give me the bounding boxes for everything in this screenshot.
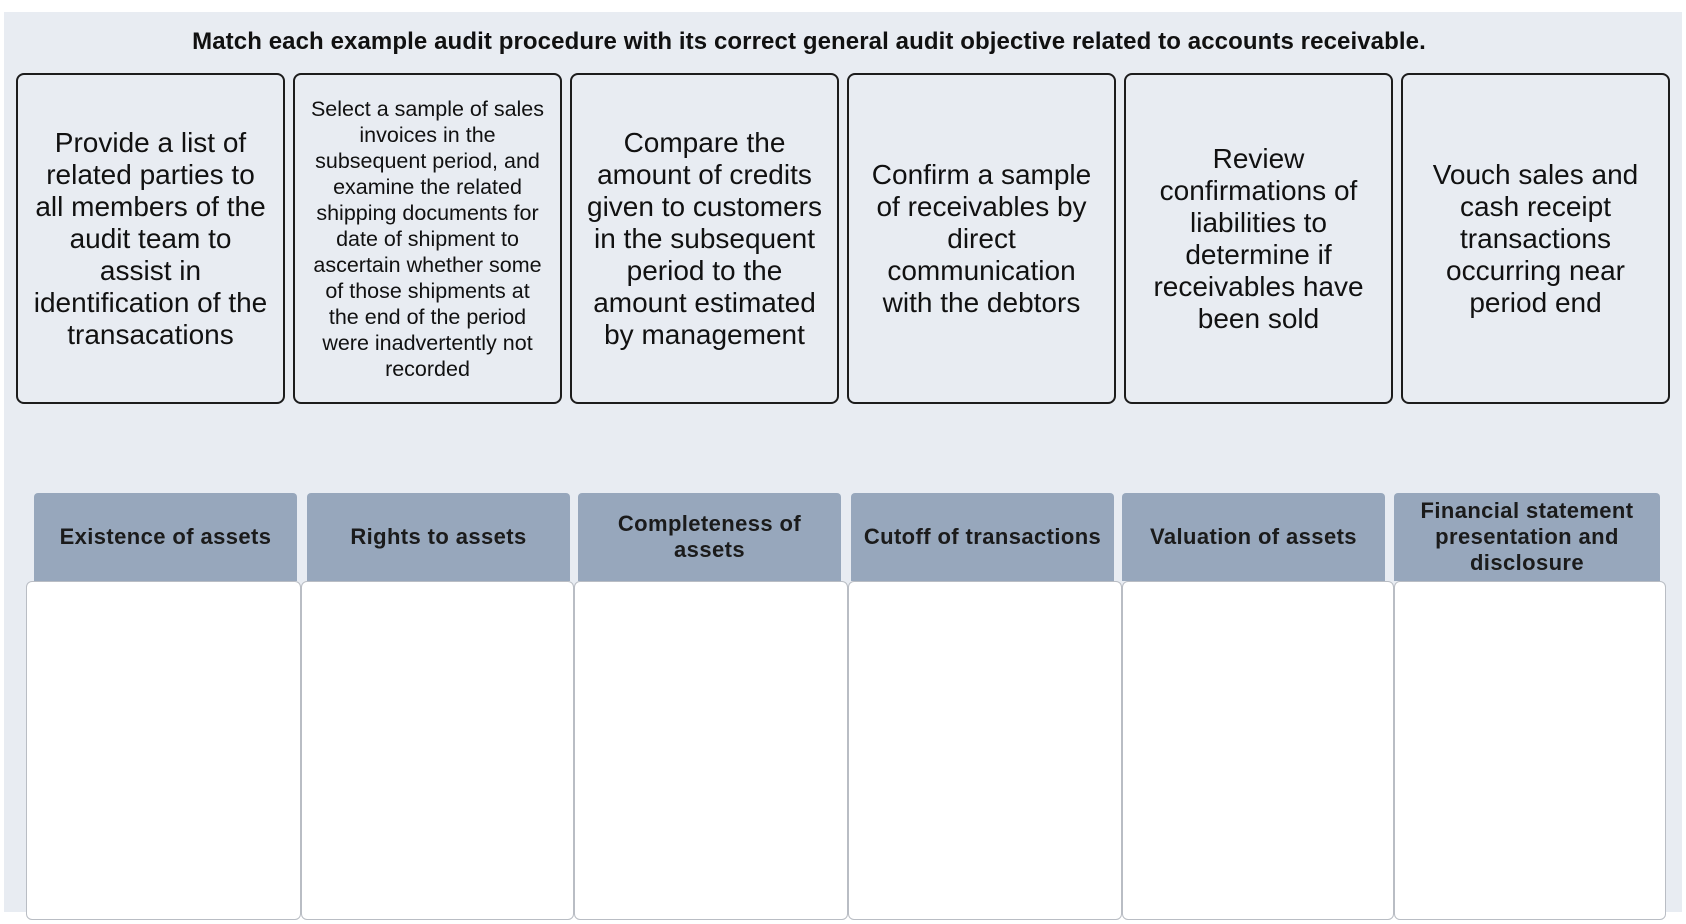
procedure-card-label: Provide a list of related parties to all members of the audit team to assist in identification of the transacations [33, 126, 268, 350]
procedure-card-label: Confirm a sample of receivables by direct communication with the debtors [871, 158, 1092, 318]
drop-zone-valuation[interactable] [1122, 581, 1394, 920]
procedure-card-label: Compare the amount of credits given to customers in the subsequent period to the amount estimated by management [587, 126, 822, 350]
drop-zone-presentation[interactable] [1394, 581, 1666, 920]
procedure-card-label: Review confirmations of liabilities to determine if receivables have been sold [1153, 142, 1364, 334]
matching-panel [4, 12, 1682, 912]
objective-header: Cutoff of transactions [851, 493, 1114, 581]
drop-zone-rights[interactable] [301, 581, 574, 920]
objective-header: Rights to assets [307, 493, 570, 581]
procedure-card-related-parties[interactable] [16, 73, 285, 404]
instructions-text: Match each example audit procedure with its correct general audit objective related to accounts receivable. [192, 28, 1426, 55]
procedure-card-label: Vouch sales and cash receipt transactions occurring near period end [1432, 158, 1639, 318]
drop-zone-existence[interactable] [26, 581, 301, 920]
drop-zone-cutoff[interactable] [848, 581, 1122, 920]
procedure-card-review-confirmations[interactable] [1124, 73, 1393, 404]
procedure-card-compare-credits[interactable] [570, 73, 839, 404]
procedure-card-label: Select a sample of sales invoices in the subsequent period, and examine the related shipping documents for date of shipment to ascertain whether some of those shipments at the end of the period were inadvertently not recorded [310, 96, 545, 381]
objective-header: Valuation of assets [1122, 493, 1385, 581]
procedure-card-confirm-receivables[interactable] [847, 73, 1116, 404]
objective-header: Existence of assets [34, 493, 297, 581]
procedure-card-sales-invoices[interactable] [293, 73, 562, 404]
objective-header: Completeness of assets [578, 493, 841, 581]
objective-header: Financial statement presentation and disclosure [1394, 493, 1660, 581]
procedure-card-bank [16, 73, 1674, 408]
objective-targets [26, 493, 1666, 924]
procedure-card-vouch-sales[interactable] [1401, 73, 1670, 404]
drop-zone-completeness[interactable] [574, 581, 848, 920]
